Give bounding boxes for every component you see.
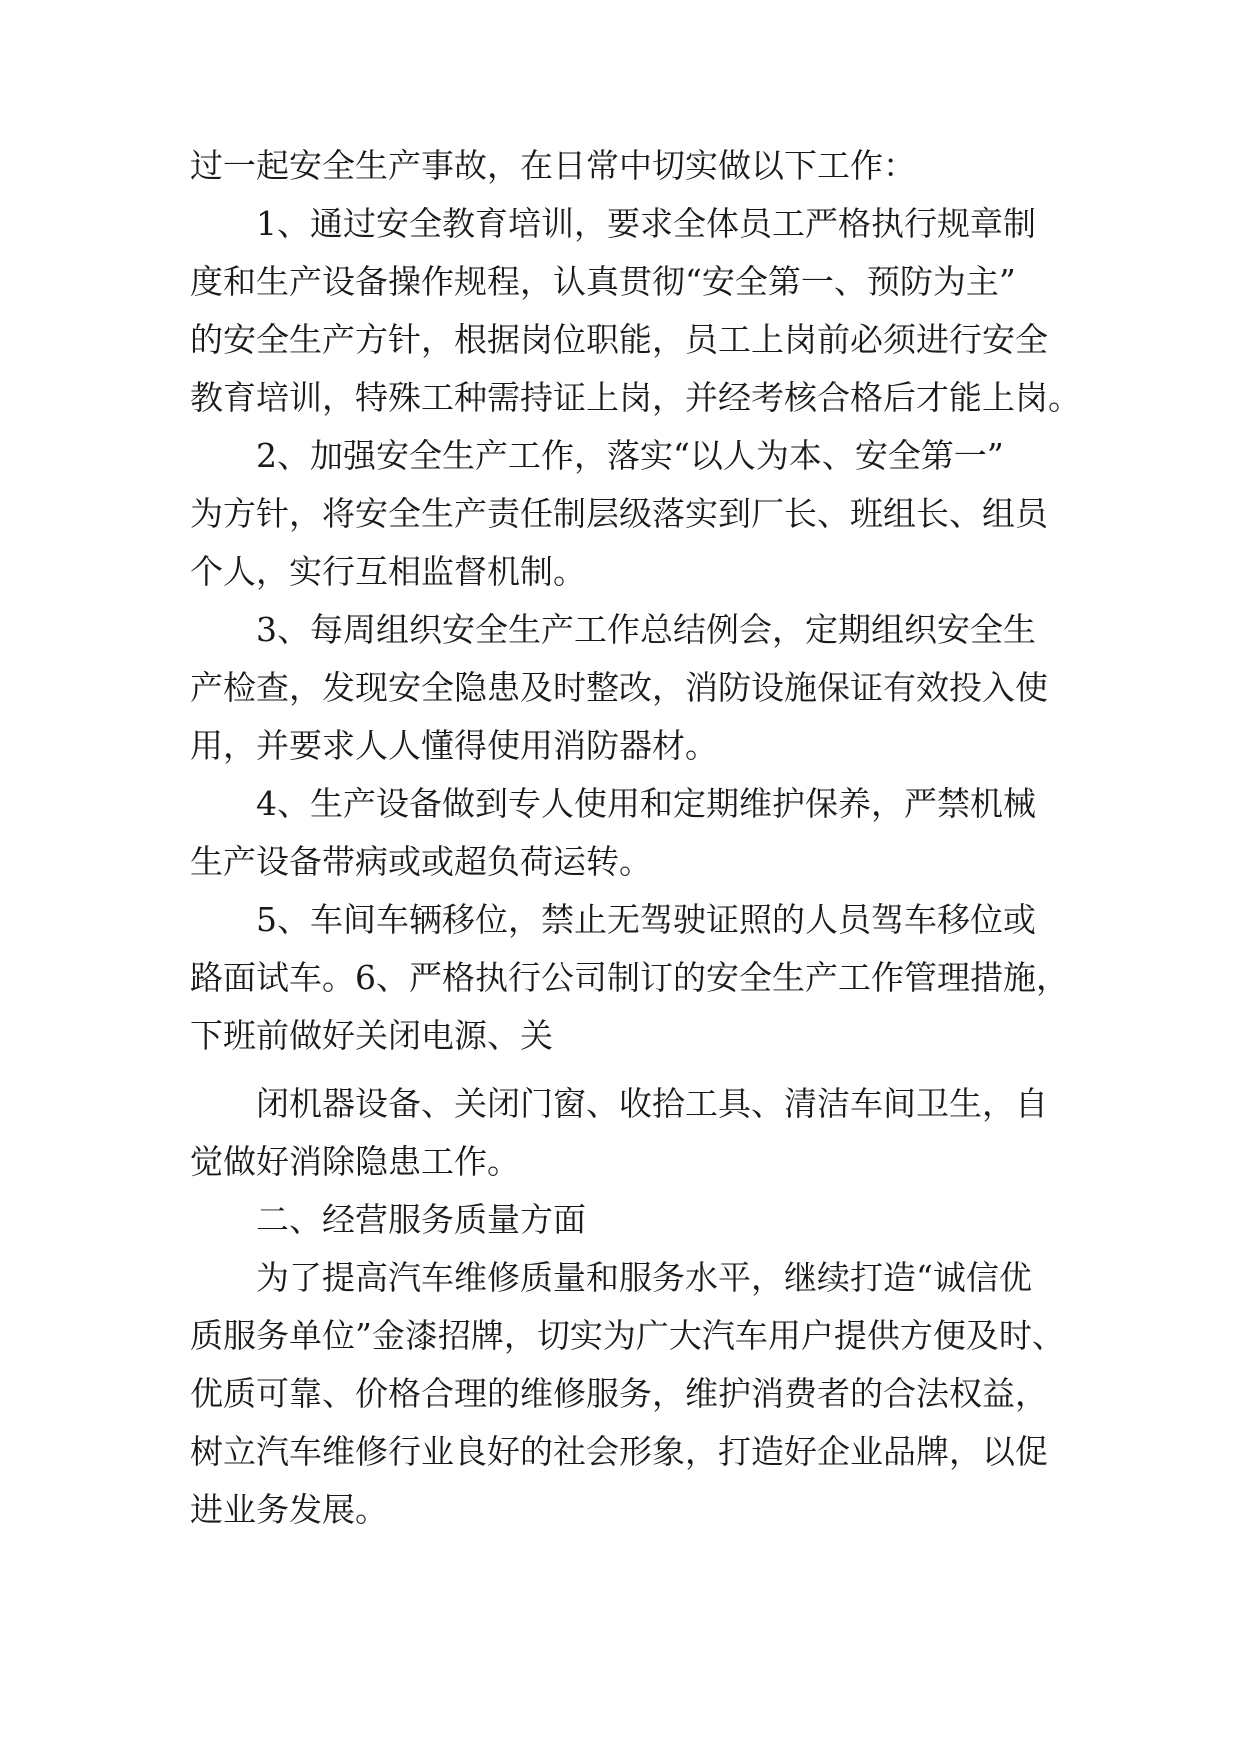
text-line: 树立汽车维修行业良好的社会形象，打造好企业品牌，以促 (190, 1432, 1048, 1471)
section-heading: 二、经营服务质量方面 (256, 1200, 586, 1239)
text-line: 闭机器设备、关闭门窗、收拾工具、清洁车间卫生，自 (256, 1084, 1048, 1123)
text-line: 优质可靠、价格合理的维修服务，维护消费者的合法权益， (190, 1374, 1048, 1413)
text-line: 觉做好消除隐患工作。 (190, 1142, 520, 1181)
text-line: 产检查，发现安全隐患及时整改，消防设施保证有效投入使 (190, 668, 1048, 707)
text-line: 4、生产设备做到专人使用和定期维护保养，严禁机械 (256, 784, 1036, 823)
text-line: 为方针，将安全生产责任制层级落实到厂长、班组长、组员 (190, 494, 1048, 533)
text-line: 进业务发展。 (190, 1490, 388, 1529)
text-line: 教育培训，特殊工种需持证上岗，并经考核合格后才能上岗。 (190, 378, 1081, 417)
text-line: 度和生产设备操作规程，认真贯彻“安全第一、预防为主” (190, 262, 1016, 301)
text-line: 个人，实行互相监督机制。 (190, 552, 586, 591)
text-line: 路面试车。6、严格执行公司制订的安全生产工作管理措施， (190, 958, 1069, 997)
text-line: 2、加强安全生产工作，落实“以人为本、安全第一” (256, 436, 1004, 475)
text-line: 生产设备带病或或超负荷运转。 (190, 842, 652, 881)
text-line: 质服务单位”金漆招牌，切实为广大汽车用户提供方便及时、 (190, 1316, 1065, 1355)
text-line: 为了提高汽车维修质量和服务水平，继续打造“诚信优 (256, 1258, 1032, 1297)
text-line: 3、每周组织安全生产工作总结例会，定期组织安全生 (256, 610, 1036, 649)
text-line: 用，并要求人人懂得使用消防器材。 (190, 726, 718, 765)
text-line: 的安全生产方针，根据岗位职能，员工上岗前必须进行安全 (190, 320, 1048, 359)
text-line: 1、通过安全教育培训，要求全体员工严格执行规章制 (256, 204, 1036, 243)
text-line: 过一起安全生产事故，在日常中切实做以下工作： (190, 146, 916, 185)
text-line: 下班前做好关闭电源、关 (190, 1016, 553, 1055)
text-line: 5、车间车辆移位，禁止无驾驶证照的人员驾车移位或 (256, 900, 1036, 939)
